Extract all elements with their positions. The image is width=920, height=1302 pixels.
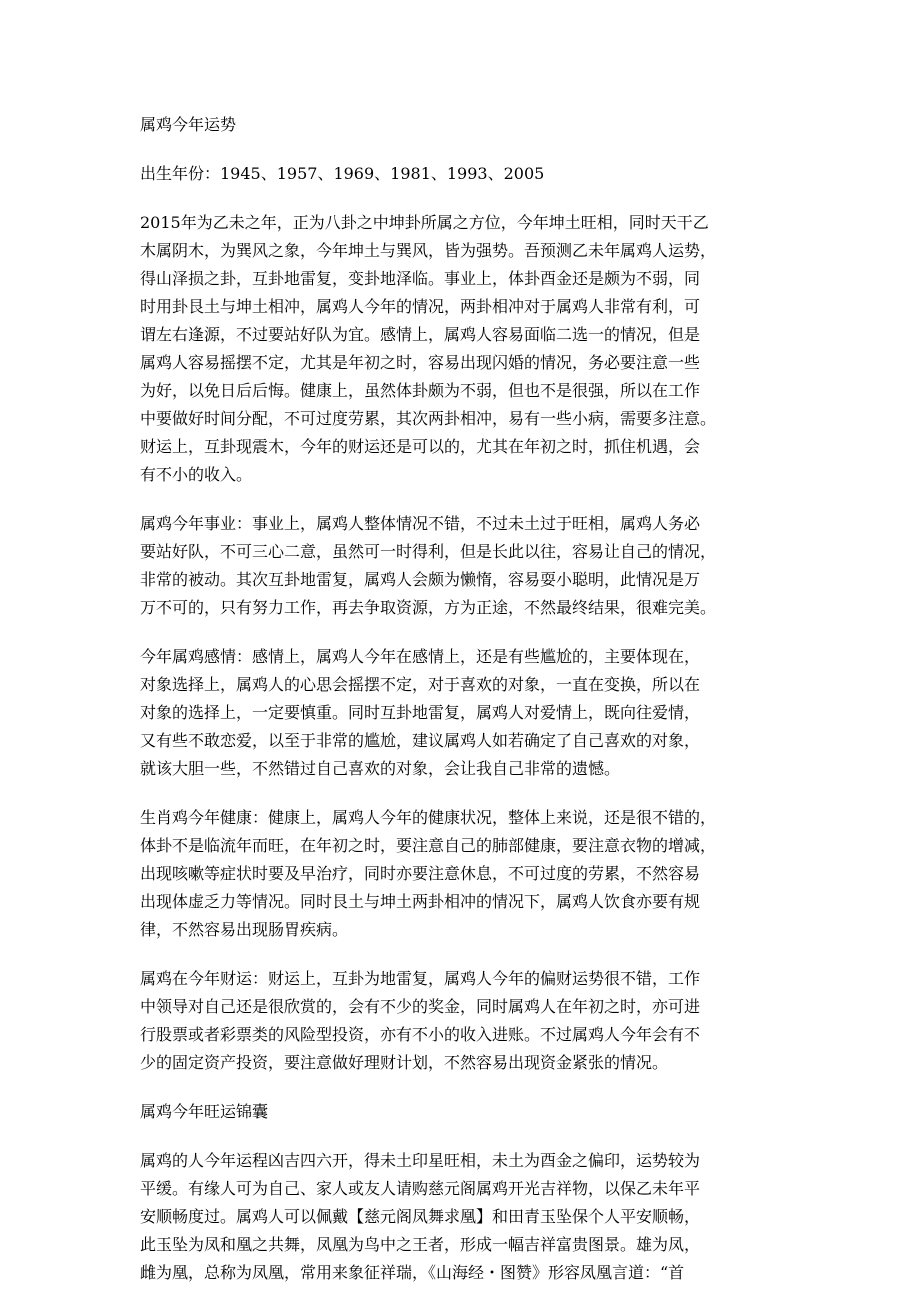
text-line: 中领导对自己还是很欣赏的，会有不少的奖金，同时属鸡人在年初之时，亦可进 bbox=[140, 997, 701, 1016]
text-line: 安顺畅度过。属鸡人可以佩戴【慈元阁凤舞求凰】和田青玉坠保个人平安顺畅， bbox=[140, 1207, 701, 1226]
text-line: 要站好队，不可三心二意，虽然可一时得利，但是长此以往，容易让自己的情况， bbox=[140, 542, 717, 561]
paragraph-tips bbox=[140, 1147, 782, 1287]
text-line: 律，不然容易出现肠胃疾病。 bbox=[140, 920, 349, 939]
text-line: 今年属鸡感情：感情上，属鸡人今年在感情上，还是有些尴尬的，主要体现在， bbox=[140, 647, 701, 666]
text-line: 有不小的收入。 bbox=[140, 465, 253, 484]
text-line: 为好，以免日后后悔。健康上，虽然体卦颇为不弱，但也不是很强，所以在工作 bbox=[140, 381, 701, 400]
paragraph-heading-fortune bbox=[140, 111, 782, 139]
paragraph-gap bbox=[140, 783, 782, 804]
text-line: 属鸡今年运势 bbox=[140, 115, 237, 134]
paragraph-overview bbox=[140, 209, 782, 489]
text-line: 体卦不是临流年而旺，在年初之时，要注意自己的肺部健康，要注意衣物的增减， bbox=[140, 836, 717, 855]
text-line: 行股票或者彩票类的风险型投资，亦有不小的收入进账。不过属鸡人今年会有不 bbox=[140, 1025, 701, 1044]
paragraph-birth-years bbox=[140, 160, 782, 188]
text-line: 对象的选择上，一定要慎重。同时互卦地雷复，属鸡人对爱情上，既向往爱情， bbox=[140, 703, 701, 722]
paragraph-gap bbox=[140, 622, 782, 643]
text-line: 出现咳嗽等症状时要及早治疗，同时亦要注意休息，不可过度的劳累，不然容易 bbox=[140, 864, 701, 883]
text-line: 又有些不敢恋爱，以至于非常的尴尬，建议属鸡人如若确定了自己喜欢的对象， bbox=[140, 731, 701, 750]
text-line: 2015年为乙未之年，正为八卦之中坤卦所属之方位，今年坤土旺相，同时天干乙 bbox=[140, 213, 709, 232]
text-line: 就该大胆一些，不然错过自己喜欢的对象，会让我自己非常的遗憾。 bbox=[140, 759, 621, 778]
paragraph-gap bbox=[140, 188, 782, 209]
text-line: 此玉坠为凤和凰之共舞，凤凰为鸟中之王者，形成一幅吉祥富贵图景。雄为凤， bbox=[140, 1235, 701, 1254]
text-line: 得山泽损之卦，互卦地雷复，变卦地泽临。事业上，体卦酉金还是颇为不弱，同 bbox=[140, 269, 701, 288]
text-line: 出现体虚乏力等情况。同时艮土与坤土两卦相冲的情况下，属鸡人饮食亦要有规 bbox=[140, 892, 701, 911]
text-line: 木属阴木，为巽风之象，今年坤土与巽风，皆为强势。吾预测乙未年属鸡人运势， bbox=[140, 241, 717, 260]
text-line: 属鸡今年事业：事业上，属鸡人整体情况不错，不过未土过于旺相，属鸡人务必 bbox=[140, 514, 701, 533]
text-line: 非常的被动。其次互卦地雷复，属鸡人会颇为懒惰，容易耍小聪明，此情况是万 bbox=[140, 570, 701, 589]
paragraph-wealth bbox=[140, 965, 782, 1077]
text-line: 中要做好时间分配，不可过度劳累，其次两卦相冲，易有一些小病，需要多注意。 bbox=[140, 409, 717, 428]
paragraph-gap bbox=[140, 944, 782, 965]
text-line: 财运上，互卦现震木，今年的财运还是可以的，尤其在年初之时，抓住机遇，会 bbox=[140, 437, 701, 456]
paragraph-gap bbox=[140, 1077, 782, 1098]
paragraph-love bbox=[140, 643, 782, 783]
text-line: 时用卦艮土与坤土相冲，属鸡人今年的情况，两卦相冲对于属鸡人非常有利，可 bbox=[140, 297, 701, 316]
text-line: 万不可的，只有努力工作，再去争取资源，方为正途，不然最终结果，很难完美。 bbox=[140, 598, 717, 617]
paragraph-gap bbox=[140, 489, 782, 510]
text-line: 属鸡在今年财运：财运上，互卦为地雷复，属鸡人今年的偏财运势很不错，工作 bbox=[140, 969, 701, 988]
paragraph-gap bbox=[140, 139, 782, 160]
text-line: 雌为凰，总称为凤凰，常用来象征祥瑞，《山海经・图赞》形容凤凰言道：“首 bbox=[140, 1263, 685, 1282]
text-line: 平缓。有缘人可为自己、家人或友人请购慈元阁属鸡开光吉祥物，以保乙未年平 bbox=[140, 1179, 701, 1198]
text-line: 属鸡的人今年运程凶吉四六开，得未土印星旺相，未土为酉金之偏印，运势较为 bbox=[140, 1151, 701, 1170]
paragraph-health bbox=[140, 804, 782, 944]
text-line: 属鸡人容易摇摆不定，尤其是年初之时，容易出现闪婚的情况，务必要注意一些 bbox=[140, 353, 701, 372]
paragraph-heading-tips bbox=[140, 1098, 782, 1126]
text-line: 谓左右逢源，不过要站好队为宜。感情上，属鸡人容易面临二选一的情况，但是 bbox=[140, 325, 701, 344]
document-body bbox=[140, 111, 782, 1287]
text-line: 属鸡今年旺运锦囊 bbox=[140, 1102, 269, 1121]
text-line: 对象选择上，属鸡人的心思会摇摆不定，对于喜欢的对象，一直在变换，所以在 bbox=[140, 675, 701, 694]
text-line: 出生年份：1945、1957、1969、1981、1993、2005 bbox=[140, 164, 545, 183]
text-line: 生肖鸡今年健康：健康上，属鸡人今年的健康状况，整体上来说，还是很不错的， bbox=[140, 808, 717, 827]
paragraph-career bbox=[140, 510, 782, 622]
paragraph-gap bbox=[140, 1126, 782, 1147]
text-line: 少的固定资产投资，要注意做好理财计划，不然容易出现资金紧张的情况。 bbox=[140, 1053, 669, 1072]
